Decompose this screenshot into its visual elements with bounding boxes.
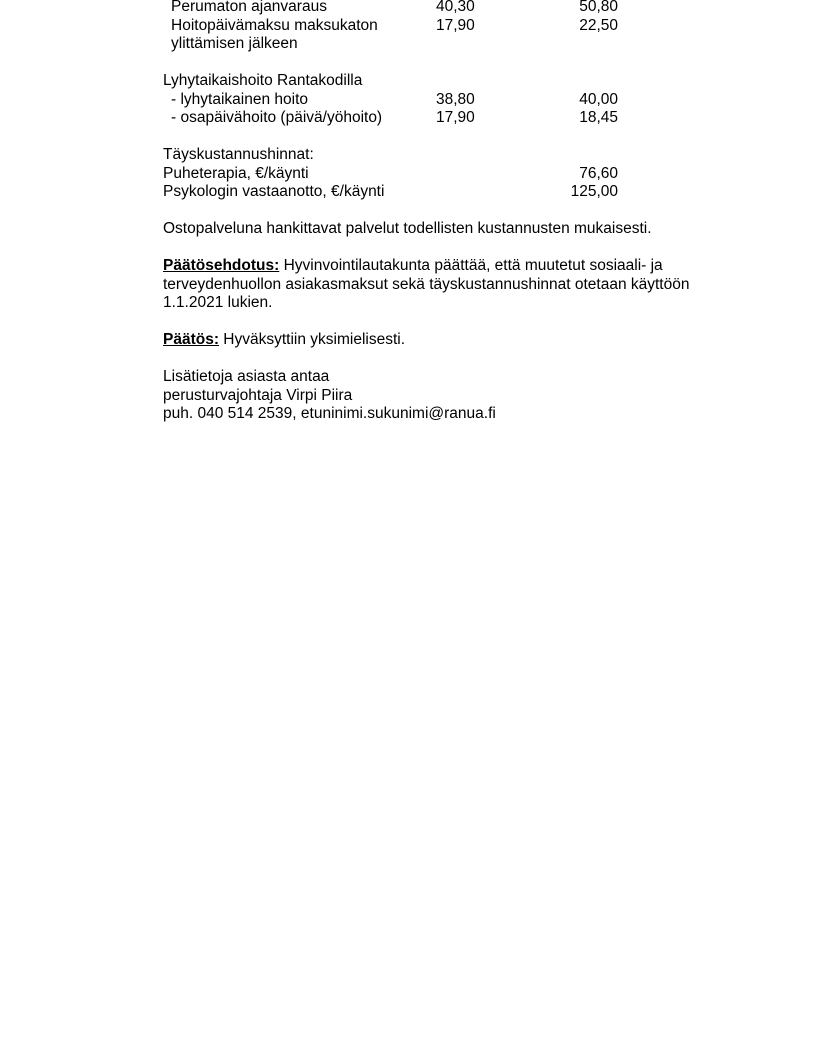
proposal-label: Päätösehdotus:: [163, 257, 280, 274]
full-cost-label: Psykologin vastaanotto, €/käynti: [163, 183, 385, 200]
fee-label: Hoitopäivämaksu maksukaton: [171, 16, 378, 34]
fee-value-b: 50,80: [579, 0, 618, 15]
short-term-label: - lyhytaikainen hoito: [171, 90, 308, 108]
short-term-label: - osapäivähoito (päivä/yöhoito): [171, 109, 383, 126]
contact-line: perusturvajohtaja Virpi Piira: [163, 386, 353, 404]
full-cost-heading: Täyskustannushinnat:: [163, 146, 314, 163]
contact-line: puh. 040 514 2539, etuninimi.sukunimi@ranua.fi: [163, 405, 496, 422]
short-term-heading: Lyhytaikaishoito Rantakodilla: [163, 72, 363, 89]
decision-text: Hyväksyttiin yksimielisesti.: [219, 331, 406, 348]
fee-row: [163, 0, 723, 17]
short-term-value-a: 38,80: [436, 90, 475, 108]
document-page: [163, 0, 723, 424]
fee-value-a: 40,30: [436, 0, 475, 15]
short-term-value-b: 40,00: [579, 90, 618, 108]
decision-label: Päätös:: [163, 331, 219, 348]
contact-line: Lisätietoja asiasta antaa: [163, 368, 330, 385]
short-term-value-b: 18,45: [579, 109, 618, 126]
full-cost-label: Puheterapia, €/käynti: [163, 164, 309, 182]
fee-label: Perumaton ajanvaraus: [171, 0, 327, 15]
full-cost-value: 125,00: [570, 183, 618, 200]
short-term-row: [163, 91, 723, 110]
fee-value-a: 17,90: [436, 16, 475, 34]
full-cost-value: 76,60: [579, 164, 618, 182]
fee-row: [163, 17, 723, 36]
short-term-value-a: 17,90: [436, 109, 475, 126]
proposal-paragraph: [163, 257, 713, 313]
fee-value-b: 22,50: [579, 16, 618, 34]
full-cost-row: [163, 183, 723, 202]
purchased-services-text: Ostopalveluna hankittavat palvelut todellisten kustannusten mukaisesti.: [163, 220, 652, 237]
proposal-text: Hyvinvointilautakunta päättää, että muutetut sosiaali- ja terveydenhuollon asiakasmaksut sekä täyskustannushinnat otetaan käyttöön 1.1.2021 lukien.: [163, 257, 690, 311]
fee-label: ylittämisen jälkeen: [171, 35, 298, 52]
full-cost-row: [163, 165, 723, 184]
short-term-row: [163, 109, 723, 128]
fee-row: [163, 35, 723, 54]
decision-paragraph: [163, 331, 713, 350]
